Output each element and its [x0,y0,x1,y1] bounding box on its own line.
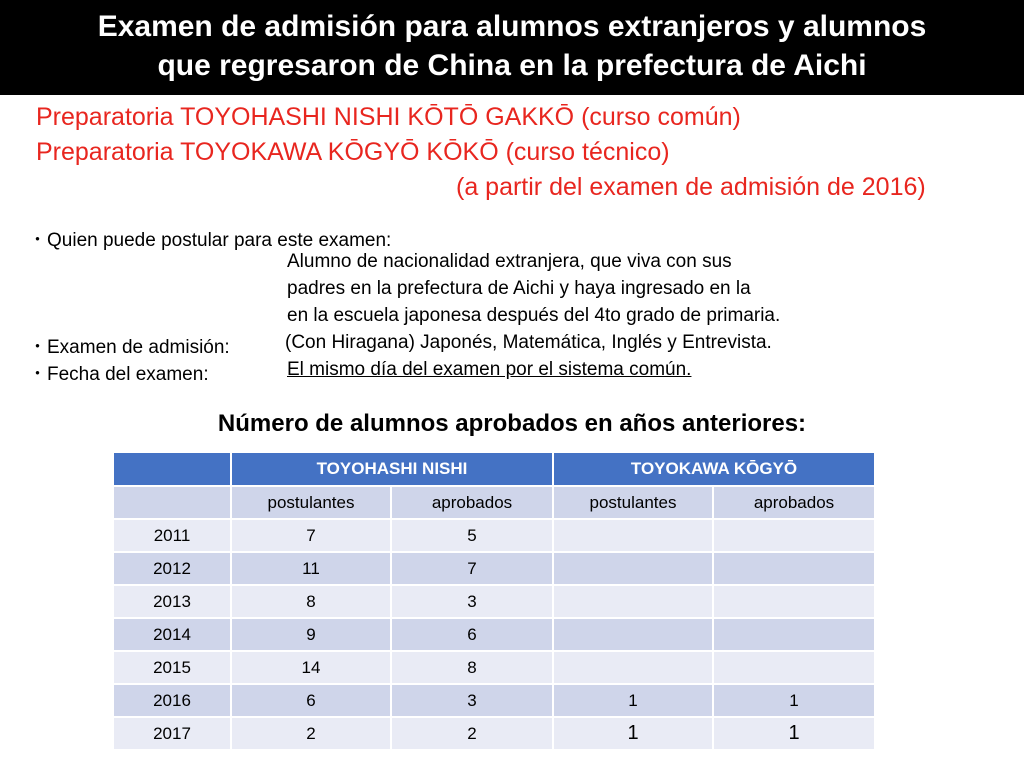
table-cell: 1 [713,684,875,717]
year-cell: 2015 [113,651,231,684]
table-cell: 8 [231,585,391,618]
eligibility-line-3: en la escuela japonesa después del 4to grado de primaria. [287,305,781,326]
school-line-2: Preparatoria TOYOKAWA KŌGYŌ KŌKŌ (curso técnico) [36,138,670,166]
results-table [112,451,876,751]
table-cell [553,651,713,684]
table-cell: 2 [391,717,553,750]
table-cell [713,618,875,651]
table-header-row [113,452,875,486]
header-toyohashi: TOYOHASHI NISHI [231,452,553,486]
results-table-title: Número de alumnos aprobados en años anteriores: [217,410,807,437]
table-cell: 11 [231,552,391,585]
exam-date-label: ・Fecha del examen: [28,364,209,385]
exam-label: ・Examen de admisión: [28,337,230,358]
table-cell: 1 [713,717,875,750]
exam-date-value: El mismo día del examen por el sistema común. [287,359,692,380]
table-cell [713,585,875,618]
table-cell: 3 [391,684,553,717]
slide-title-line-1: Examen de admisión para alumnos extranjeros y alumnos [97,10,927,43]
table-cell [553,519,713,552]
year-cell: 2012 [113,552,231,585]
subheader-applicants: postulantes [231,486,391,519]
table-cell: 1 [553,717,713,750]
table-cell [553,585,713,618]
eligibility-line-2: padres en la prefectura de Aichi y haya ingresado en la [287,278,751,299]
table-cell: 14 [231,651,391,684]
table-cell: 6 [231,684,391,717]
table-cell [553,618,713,651]
table-cell: 6 [391,618,553,651]
subheader-year-cell [113,486,231,519]
year-cell: 2014 [113,618,231,651]
school-line-1: Preparatoria TOYOHASHI NISHI KŌTŌ GAKKŌ (curso común) [36,103,741,131]
year-cell: 2011 [113,519,231,552]
table-cell [713,519,875,552]
table-row [113,717,875,750]
table-row [113,651,875,684]
table-cell: 7 [231,519,391,552]
table-row [113,618,875,651]
table-cell [713,651,875,684]
table-subheader-row [113,486,875,519]
table-cell: 8 [391,651,553,684]
eligibility-label: ・Quien puede postular para este examen: [28,230,392,251]
table-cell: 2 [231,717,391,750]
table-cell [553,552,713,585]
header-toyokawa: TOYOKAWA KŌGYŌ [553,452,875,486]
table-row [113,552,875,585]
subheader-applicants: postulantes [553,486,713,519]
header-year-cell [113,452,231,486]
table-cell: 5 [391,519,553,552]
exam-subjects: (Con Hiragana) Japonés, Matemática, Inglés y Entrevista. [285,332,772,353]
school-note: (a partir del examen de admisión de 2016) [456,173,926,201]
table-cell [713,552,875,585]
slide-title-banner [0,0,1024,95]
eligibility-line-1: Alumno de nacionalidad extranjera, que viva con sus [287,251,732,272]
table-cell: 9 [231,618,391,651]
table-cell: 3 [391,585,553,618]
subheader-passed: aprobados [391,486,553,519]
subheader-passed: aprobados [713,486,875,519]
table-cell: 1 [553,684,713,717]
table-row [113,684,875,717]
table-row [113,585,875,618]
year-cell: 2016 [113,684,231,717]
table-row [113,519,875,552]
year-cell: 2013 [113,585,231,618]
table-cell: 7 [391,552,553,585]
slide-title-line-2: que regresaron de China en la prefectura de Aichi [157,49,867,82]
year-cell: 2017 [113,717,231,750]
